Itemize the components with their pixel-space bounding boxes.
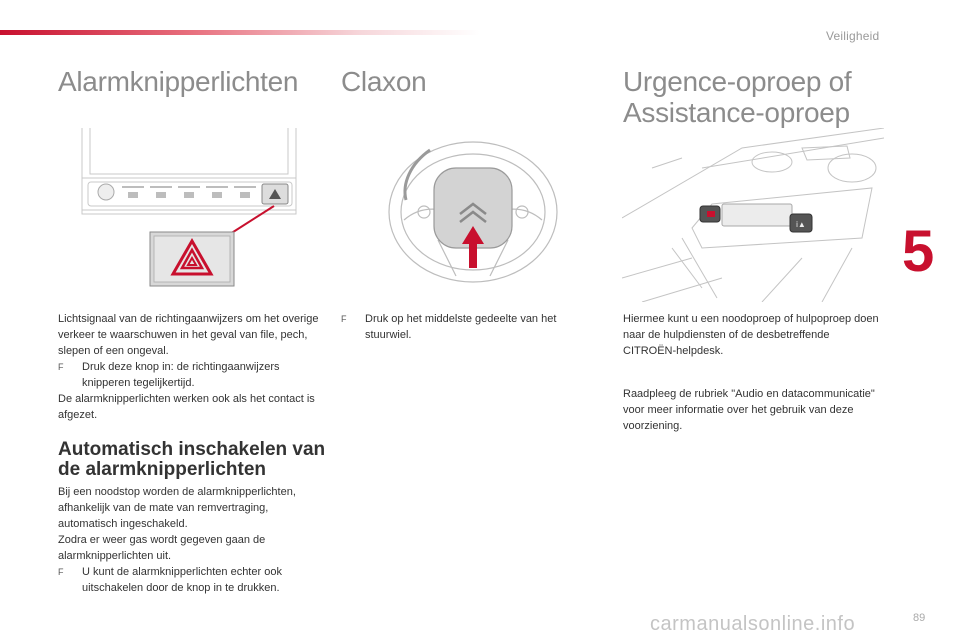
automatic-bullet <box>58 564 324 596</box>
hazard-bullet <box>58 359 320 391</box>
page-number: 89 <box>913 612 926 624</box>
horn-description <box>341 311 591 343</box>
watermark: carmanualsonline.info <box>650 613 856 635</box>
steering-wheel-illustration <box>380 140 566 290</box>
bullet-marker: F <box>58 567 64 577</box>
hazard-intro: Lichtsignaal van de richtingaanwijzers om het overige verkeer te waarschuwen in het geval van file, pech, slepen of een ongeval. <box>58 313 319 357</box>
title-horn: Claxon <box>341 66 427 97</box>
automatic-hazard-text <box>58 484 324 596</box>
hazard-description <box>58 311 320 423</box>
automatic-text-2: Zodra er weer gas wordt gegeven gaan de alarmknipperlichten uit. <box>58 534 266 562</box>
emergency-call-text-2: Raadpleeg de rubriek "Audio en datacommunicatie" voor meer informatie over het gebruik van deze voorziening. <box>623 388 875 432</box>
hazard-bullet-text: Druk deze knop in: de richtingaanwijzers knipperen tegelijkertijd. <box>82 361 280 389</box>
horn-bullet-text: Druk op het middelste gedeelte van het stuurwiel. <box>365 313 557 341</box>
ceiling-console-illustration <box>622 128 884 302</box>
section-label: Veiligheid <box>826 29 880 43</box>
chapter-number: 5 <box>902 219 935 284</box>
title-emergency-call: Urgence-oproep of Assistance-oproep <box>623 66 852 128</box>
title-hazard-lights: Alarmknipperlichten <box>58 66 299 97</box>
top-accent-bar <box>0 30 480 35</box>
automatic-bullet-text: U kunt de alarmknipperlichten echter ook uitschakelen door de knop in te drukken. <box>82 566 282 594</box>
emergency-call-text-1: Hiermee kunt u een noodoproep of hulpoproep doen naar de hulpdiensten of de desbetreffende CITROËN-helpdesk. <box>623 313 879 357</box>
hazard-note: De alarmknipperlichten werken ook als het contact is afgezet. <box>58 393 315 421</box>
bullet-marker: F <box>341 314 347 324</box>
subtitle-automatic-hazard: Automatisch inschakelen van de alarmknipperlichten <box>58 439 326 480</box>
automatic-text-1: Bij een noodstop worden de alarmknipperlichten, afhankelijk van de mate van remvertraging, automatisch ingeschakeld. <box>58 486 296 530</box>
bullet-marker: F <box>58 362 64 372</box>
svg-text:i▲: i▲ <box>796 220 806 229</box>
hazard-button-illustration <box>78 128 300 290</box>
horn-bullet <box>341 311 591 343</box>
